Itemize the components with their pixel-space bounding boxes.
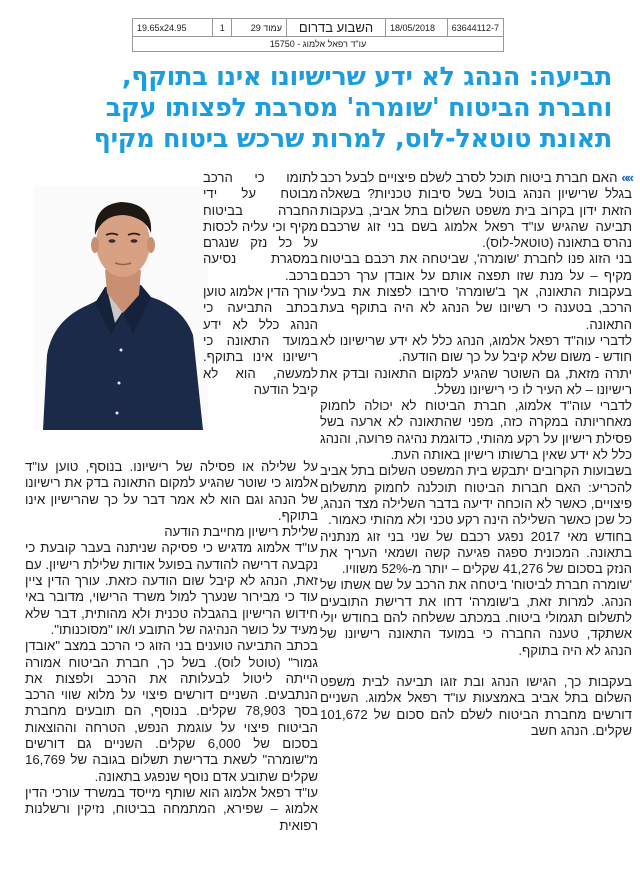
paragraph: בעקבות כך, הגישו הנהג ובת זוגו תביעה לבית משפט השלום בתל אביב באמצעות עו"ד רפאל אלמוג. השניים דורשים מחברת הביטוח לשלם להם סכום של 101,672 שקלים. הנהג חשב bbox=[320, 673, 632, 738]
paragraph: 'שומרה חברת לביטוח' ביטחה את הרכב על שם אשתו של הנהג. למרות זאת, ב'שומרה' דחו את דרישת התובעים לתשלום תגמולי ביטוח. במכתב ששלחה להם בחודש יולי אשתקד, טענה החברה כי במועד התאונה רישיונו של הנהג לא היה בתוקף. bbox=[320, 577, 632, 658]
lead-marker-icon: »» bbox=[621, 170, 633, 185]
paragraph: בחודש מאי 2017 נפגע רכבם של שני בני זוג מנתניה בתאונה. המכונית ספגה פגיעה קשה ושמאי העריך את הנזק בסכום של 41,276 שקלים – יותר מ-52% משוויו. bbox=[320, 528, 632, 577]
paragraph: »» האם חברת ביטוח תוכל לסרב לשלם פיצויים לבעל רכב בגלל שרישיון הנהג בוטל בשל סיבות טכניות? בשאלה הזאת ידון בקרוב בית משפט השלום בתל אביב, בעקבות תביעה שהגיש עו"ד רפאל אלמוג בשם בני זוג שרכבם נהרס בתאונה (טוטאל-לוס). bbox=[320, 170, 633, 251]
paragraph: בשבועות הקרובים יתבקש בית המשפט השלום בתל אביב להכריע: האם חברות הביטוח תוכלנה לחמוק מתשלום פיצויים, כאשר לא הוכחה ידיעה בדבר השלילה מצד הנהג, כל שכן כאשר השלילה הינה רקע טכני ולא מהותי כאמור. bbox=[320, 463, 632, 528]
attorney-photo bbox=[33, 185, 208, 430]
headline-line-1: תביעה: הנהג לא ידע שרישיונו אינו בתוקף, bbox=[121, 62, 612, 92]
headline-line-2: וחברת הביטוח 'שומרה' מסרבת לפצותו עקב bbox=[105, 93, 612, 123]
article-right-column bbox=[320, 170, 632, 739]
paragraph: לדברי עוה"ד רפאל אלמוג, הנהג כלל לא ידע שרישיונו לא חודש - משום שלא קיבל על כך שום הודעה. bbox=[320, 332, 632, 365]
person-portrait-icon bbox=[33, 185, 208, 430]
clip-id: 63644112-7 bbox=[447, 19, 503, 37]
author-bio: עו"ד רפאל אלמוג הוא שותף מייסד במשרד עורכי הדין אלמוג – שפירא, המתמחה בביטוח, נזיקין ורשלנות רפואית bbox=[25, 784, 318, 833]
clip-date: 18/05/2018 bbox=[385, 19, 447, 37]
article-left-wide-column bbox=[25, 459, 318, 834]
paragraph: יתרה מזאת, גם השוטר שהגיע למקום התאונה ובדק את רישיונו – לא העיר לו כי רישיונו נשלל. bbox=[320, 365, 632, 397]
client-name: עו"ד רפאל אלמוג - 15750 bbox=[133, 37, 504, 52]
paragraph: לתומו כי הרכב מבוטח על ידי החברה בביטוח מקיף וכי עליה לכסות על כל נזק שנגרם במסגרת נסיעה ברכב. bbox=[203, 170, 318, 283]
article-left-narrow-column bbox=[203, 170, 318, 398]
paragraph: בני הזוג פנו לחברת 'שומרה', שביטחה את רכבם בביטוח מקיף – על מנת שזו תפצה אותם על אובדן ערך רכבם בעקבות התאונה, אך ב'שומרה' סירבו לפצות את בעלי הרכב, בטענה כי רשיונו של הנהג לא היה בתוקף בעת התאונה. bbox=[320, 251, 632, 332]
paragraph: בכתב התביעה טוענים בני הזוג כי הרכב במצב "אובדן גמור" (טוטל לוס). בשל כך, חברת הביטוח אמורה הייתה ליטול לבעלותה את הרכב ולפצות את הנתבעים. השניים דורשים פיצוי על מלוא שווי הרכב בסך 78,903 שקלים. בנוסף, הם תובעים מחברת הביטוח פיצוי על עוגמת הנפש, הטרחה וההוצאות בסכום של 6,000 שקלים. השניים גם דורשים מ"שומרה" לשאת בדרישת תשלום בגובה של 16,769 שקלים שתובע אדם נוסף שנפגע בתאונה. bbox=[25, 638, 319, 784]
paragraph: לדברי עוה"ד אלמוג, חברת הביטוח לא יכולה לחמוק מאחריותה במקרה כזה, מפני שהתאונה לא ארעה בשל פסילת רישיון על רקע מהותי, כדוגמת נהיגה פרועה, והנהג כלל לא ידע שאין ברשותו רישיון באותה העת. bbox=[320, 398, 632, 463]
clipping-header-table bbox=[132, 18, 504, 52]
publication-name: השבוע בדרום bbox=[286, 19, 385, 37]
article-headline bbox=[30, 62, 612, 155]
headline-line-3: תאונת טוטאל-לוס, למרות שרכש ביטוח מקיף bbox=[93, 124, 612, 154]
paragraph: עורך הדין אלמוג טוען בכתב התביעה כי הנהג כלל לא ידע במועד התאונה כי רישיונו אינו בתוקף. למעשה, הוא לא קיבל הודעה bbox=[203, 284, 318, 397]
clip-size: 19.65x24.95 bbox=[133, 19, 213, 37]
clip-count: 1 bbox=[213, 19, 232, 37]
paragraph: על שלילה או פסילה של רישיונו. בנוסף, טוען עו"ד אלמוג כי שוטר שהגיע למקום התאונה בדק את רישיונו של הנהג וגם הוא לא אמר דבר על כך שהרישיון אינו בתוקף. bbox=[25, 459, 318, 523]
clip-page: עמוד 29 bbox=[232, 19, 287, 37]
paragraph: עו"ד אלמוג מדגיש כי פסיקה שניתנה בעבר קובעת כי נקבעה דרישה להודעה בפועל אודות שלילת רישיון. עם זאת, הנהג לא קיבל שום הודעה כזאת. עורך הדין ציין עוד כי מבירור שנערך למול משרד הרישוי, מדובר באי חידוש הרישיון בהגבלה טכנית ולא מהותית, דבר שלא מעיד על כושר הנהיגה של התובע ו/או "מסוכנותו". bbox=[25, 540, 318, 637]
subheading: שלילת רישיון מחייבת הודעה bbox=[164, 524, 318, 540]
